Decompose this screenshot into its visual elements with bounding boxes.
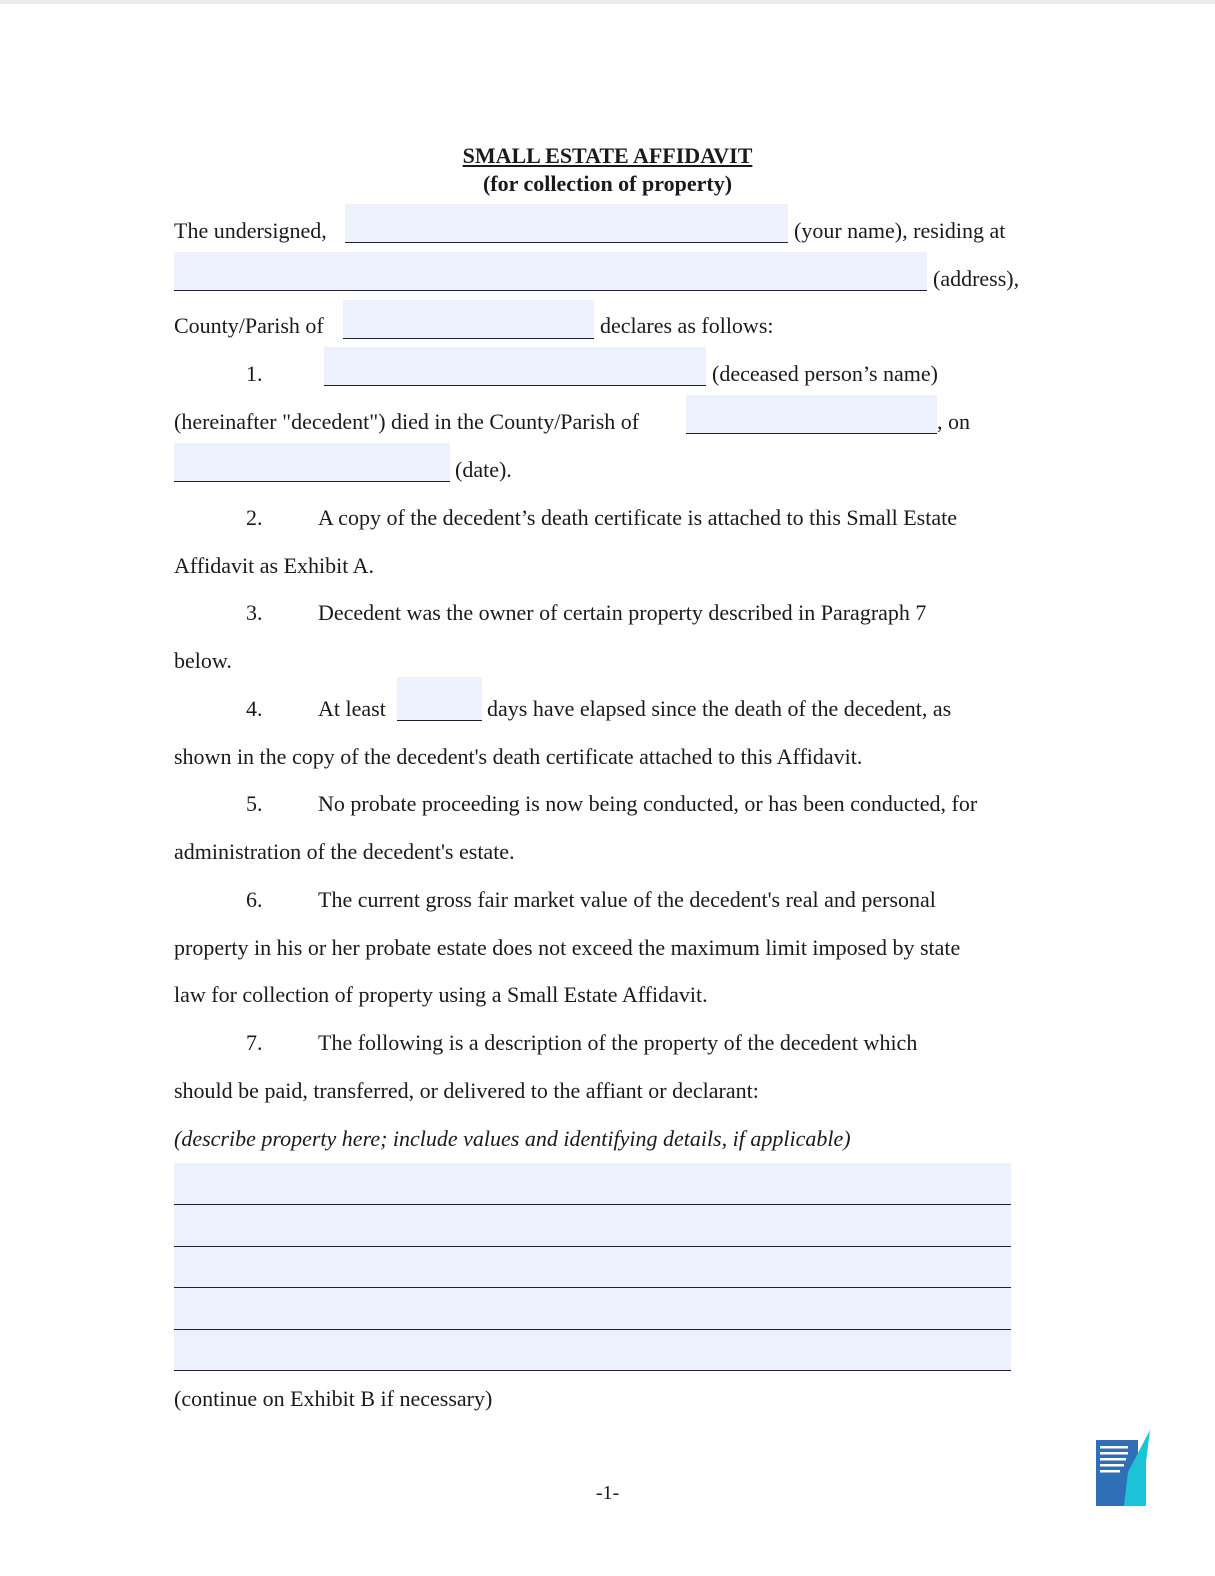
intro-undersigned: The undersigned, — [174, 218, 327, 243]
paragraph-1-number: 1. — [246, 361, 263, 386]
continue-note: (continue on Exhibit B if necessary) — [174, 1386, 493, 1411]
paragraph-7-line-1: The following is a description of the property of the decedent which — [318, 1030, 918, 1055]
death-county-field[interactable] — [686, 395, 937, 434]
document-title: SMALL ESTATE AFFIDAVIT — [462, 143, 753, 168]
paragraph-2-line-2: Affidavit as Exhibit A. — [174, 553, 375, 578]
paragraph-4-line-1: days have elapsed since the death of the decedent, as — [487, 696, 952, 721]
died-in-text: (hereinafter "decedent") died in the County/Parish of — [174, 409, 640, 434]
your-name-label: (your name), residing at — [794, 218, 1006, 243]
paragraph-7-number: 7. — [246, 1030, 263, 1055]
on-text: , on — [937, 409, 970, 434]
page-number: -1- — [595, 1482, 620, 1504]
address-field[interactable] — [174, 252, 927, 291]
document-subtitle: (for collection of property) — [482, 171, 733, 196]
document-pen-logo-icon — [1094, 1426, 1154, 1508]
property-line[interactable] — [174, 1247, 1011, 1288]
paragraph-5-line-1: No probate proceeding is now being conducted, or has been conducted, for — [318, 791, 978, 816]
paragraph-6-line-2: property in his or her probate estate does not exceed the maximum limit imposed by state — [174, 935, 961, 960]
property-instruction: (describe property here; include values and identifying details, if applicable) — [174, 1126, 851, 1151]
paragraph-5-line-2: administration of the decedent's estate. — [174, 839, 515, 864]
paragraph-3-line-1: Decedent was the owner of certain property described in Paragraph 7 — [318, 600, 927, 625]
paragraph-3-line-2: below. — [174, 648, 232, 673]
paragraph-2-number: 2. — [246, 505, 263, 530]
declares-text: declares as follows: — [600, 313, 774, 338]
property-line[interactable] — [174, 1288, 1011, 1330]
days-elapsed-field[interactable] — [397, 677, 482, 721]
property-line[interactable] — [174, 1205, 1011, 1247]
at-least-text: At least — [318, 696, 386, 721]
paragraph-4-line-2: shown in the copy of the decedent's death certificate attached to this Affidavit. — [174, 744, 863, 769]
property-line[interactable] — [174, 1163, 1011, 1205]
deceased-name-label: (deceased person’s name) — [712, 361, 939, 386]
date-label: (date). — [455, 457, 512, 482]
county-field[interactable] — [343, 300, 594, 339]
paragraph-2-line-1: A copy of the decedent’s death certificate is attached to this Small Estate — [318, 505, 957, 530]
paragraph-6-line-1: The current gross fair market value of the decedent's real and personal — [318, 887, 936, 912]
deceased-name-field[interactable] — [324, 347, 706, 386]
paragraph-7-line-2: should be paid, transferred, or delivered to the affiant or declarant: — [174, 1078, 759, 1103]
death-date-field[interactable] — [174, 443, 450, 482]
paragraph-3-number: 3. — [246, 600, 263, 625]
paragraph-6-number: 6. — [246, 887, 263, 912]
county-label: County/Parish of — [174, 313, 324, 338]
paragraph-5-number: 5. — [246, 791, 263, 816]
top-edge — [0, 0, 1215, 4]
your-name-field[interactable] — [345, 204, 788, 243]
paragraph-6-line-3: law for collection of property using a Small Estate Affidavit. — [174, 982, 708, 1007]
paragraph-4-number: 4. — [246, 696, 263, 721]
address-label: (address), — [933, 266, 1020, 291]
property-line[interactable] — [174, 1330, 1011, 1371]
